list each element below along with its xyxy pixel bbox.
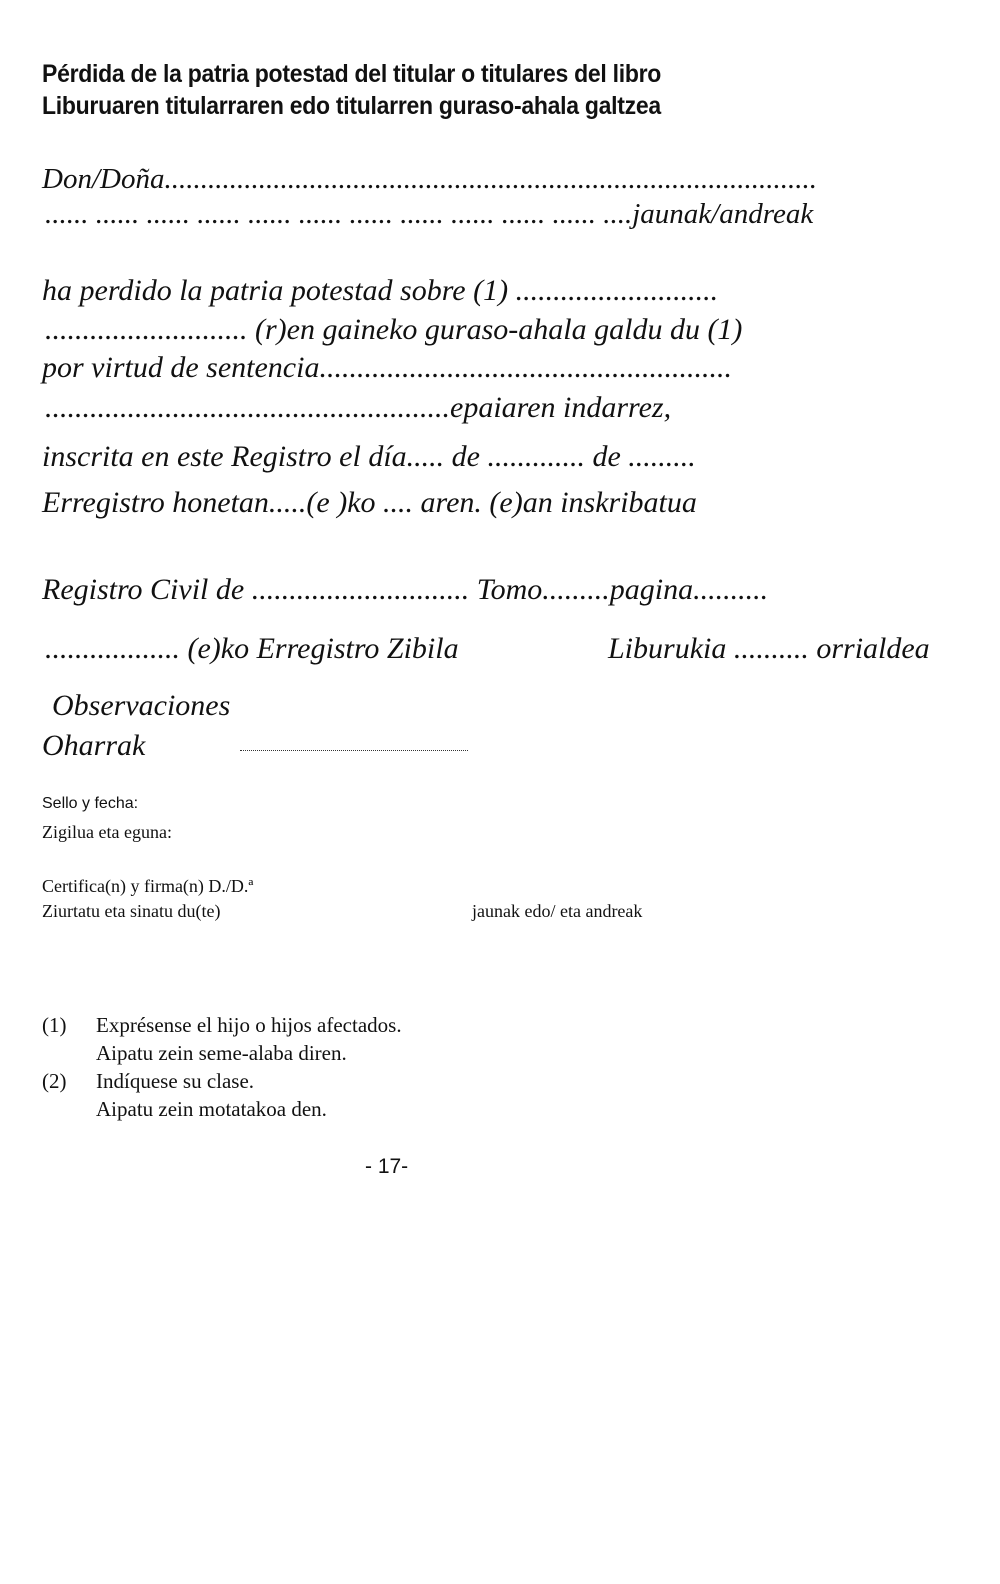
form-line-sentencia: por virtud de sentencia....................................................... xyxy=(42,351,732,384)
form-line-erregistro: Erregistro honetan.....(e )ko .... aren. (e)an inskribatua xyxy=(42,486,697,519)
footnote-text-es: Exprésense el hijo o hijos afectados. xyxy=(96,1013,402,1037)
form-line-inscrita: inscrita en este Registro el día..... de ............. de ......... xyxy=(42,440,696,473)
form-line-patria-potestad: ha perdido la patria potestad sobre (1) ........................... xyxy=(42,274,719,307)
jaunak-edo-label: jaunak edo/ eta andreak xyxy=(472,901,643,921)
form-line-don-dona: Don/Doña.......................................................................................... xyxy=(42,163,817,195)
sello-label: Sello y fecha: xyxy=(42,795,139,812)
form-line-erregistro-zibila: .................. (e)ko Erregistro Zibila xyxy=(45,632,459,665)
observaciones-fill-line xyxy=(240,750,468,751)
form-line-registro-civil: Registro Civil de ............................. Tomo.........pagina.......... xyxy=(42,573,769,606)
ziurtatu-label: Ziurtatu eta sinatu du(te) xyxy=(42,901,221,921)
certifica-label: Certifica(n) y firma(n) D./D.ª xyxy=(42,876,254,896)
form-line-epaiaren: ......................................................epaiaren indarrez, xyxy=(45,391,672,424)
footnote-text-eu: Aipatu zein motatakoa den. xyxy=(96,1097,327,1121)
observaciones-label: Observaciones xyxy=(52,689,231,722)
oharrak-label: Oharrak xyxy=(42,729,146,762)
footnote-number: (1) xyxy=(42,1013,67,1037)
page-number: - 17- xyxy=(365,1155,409,1178)
form-line-jaunak-andreak: ...... ...... ...... ...... ...... ...... ...... ...... ...... ...... ...... ....jaunak/andreak xyxy=(45,198,814,230)
title-spanish: Pérdida de la patria potestad del titular o titulares del libro xyxy=(42,60,662,88)
footnote-number: (2) xyxy=(42,1069,67,1093)
form-line-guraso-ahala: ........................... (r)en gaineko guraso-ahala galdu du (1) xyxy=(45,313,743,346)
zigilua-label: Zigilua eta eguna: xyxy=(42,822,172,842)
form-line-liburukia: Liburukia .......... orrialdea xyxy=(608,632,930,665)
title-basque: Liburuaren titularraren edo titularren guraso-ahala galtzea xyxy=(42,92,661,120)
footnote-text-eu: Aipatu zein seme-alaba diren. xyxy=(96,1041,347,1065)
footnote-text-es: Indíquese su clase. xyxy=(96,1069,255,1093)
